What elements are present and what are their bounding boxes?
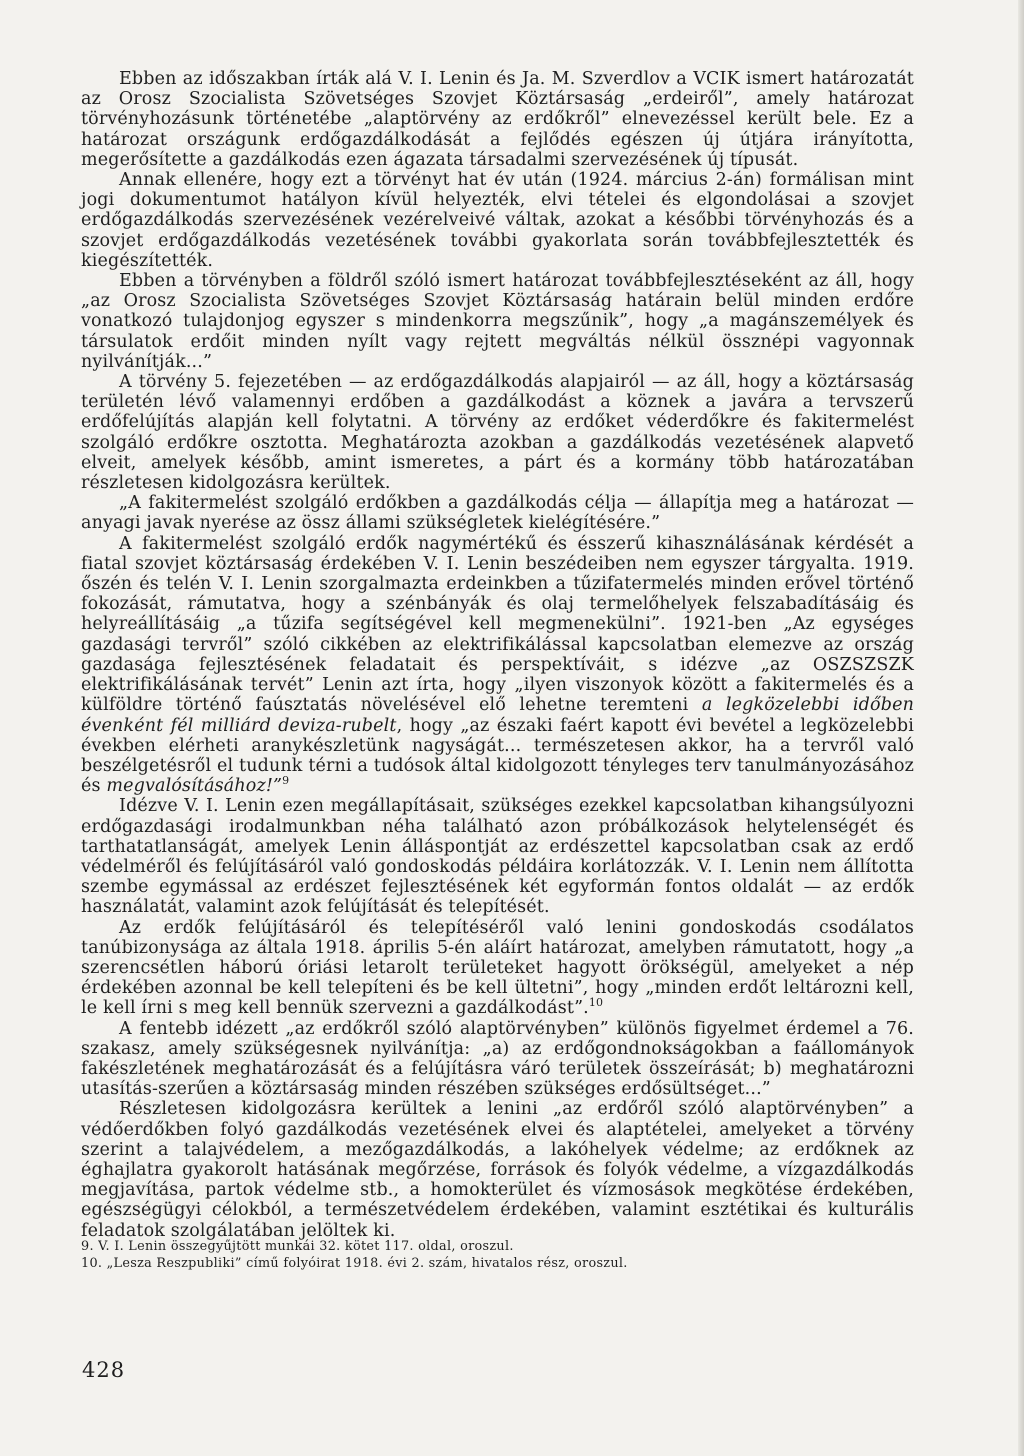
paragraph-9: A fentebb idézett „az erdőkről szóló alaptörvényben” különös figyelmet érdemel a 76. szakasz, amely szükségesnek nyilvánítja: „a) az erdőgondnokságokban a faállományok fakészletének meghatározását és a felújításra váró területek összeírását; b) meghatározni utasítás-szerűen a köztársaság minden részében szükséges erdősültséget...”	[81, 1018, 914, 1100]
paragraph-6-text: A fakitermelést szolgáló erdők nagymértékű és ésszerű kihasználásának kérdését a fiatal szovjet köztársaság érdekében V. I. Lenin beszédeiben nem egyszer tárgyalta. 1919. őszén és telén V. I. Lenin szorgalmazta erdeinkben a tűzifatermelés minden erővel történő fokozását, rámutatva, hogy a szénbányák és olaj termelőhelyek felszabadításáig és helyreállításáig „a tűzifa segítségével kell megmenekülni”. 1921-ben „Az egységes gazdasági tervről” szóló cikkében az elektrifikálással kapcsolatban elemezve az ország gazdasága fejlesztésének feladatait és perspektíváit, s idézve „az OSZSZSZK elektrifikálásának tervét” Lenin azt írta, hogy „ilyen viszonyok között a fakitermelés és a külföldre történő faúsztatás növelésével elő lehetne teremteni	[81, 533, 914, 716]
paragraph-1: Ebben az időszakban írták alá V. I. Lenin és Ja. M. Szverdlov a VCIK ismert határozatát az Orosz Szocialista Szövetséges Szovjet Köztársaság „erdeiről”, amely határozat törvényhozásunk történetébe „alaptörvény az erdőkről” elnevezéssel került bele. Ez a határozat országunk erdőgazdálkodását a fejlődés egészen új útjára irányította, megerősítette a gazdálkodás ezen ágazata társadalmi szervezésének új típusát.	[81, 69, 914, 170]
footnote-ref-10: 10	[588, 996, 604, 1010]
footnote-ref-9: 9	[282, 774, 290, 788]
paragraph-5: „A fakitermelést szolgáló erdőkben a gazdálkodás célja — állapítja meg a határozat — anyagi javak nyerése az össz állami szükségletek kielégítésére.”	[81, 493, 914, 534]
footnote-9: 9. V. I. Lenin összegyűjtött munkái 32. kötet 117. oldal, oroszul.	[81, 1239, 514, 1254]
page-number: 428	[82, 1358, 126, 1382]
main-text	[81, 69, 914, 1241]
paragraph-2: Annak ellenére, hogy ezt a törvényt hat év után (1924. március 2-án) formálisan mint jogi dokumentumot hatályon kívül helyezték, elvi tételei és elgondolásai a szovjet erdőgazdálkodás szervezésének vezérelveivé váltak, azokat a későbbi törvényhozás és a szovjet erdőgazdálkodás vezetésének további gyakorlata során továbbfejlesztették és kiegészítették.	[81, 170, 914, 271]
paragraph-8	[81, 918, 914, 1019]
paragraph-6-rest: , hogy „az északi faért kapott évi bevétel a legközelebbi években elérheti aranykészletünk nagyságát... természetesen akkor, ha a tervről való beszélgetésről el tudunk térni a tudósok által kidolgozott tényleges terv tanulmányozásához és	[81, 715, 914, 797]
paragraph-3: Ebben a törvényben a földről szóló ismert határozat továbbfejlesztéseként az áll, hogy „az Orosz Szocialista Szövetséges Szovjet Köztársaság határain belül minden erdőre vonatkozó tulajdonjog egyszer s mindenkorra megszűnik”, hogy „a magánszemélyek és társulatok erdőit minden nyílt vagy rejtett megváltás nélkül össznépi vagyonnak nyilvánítják...”	[81, 271, 914, 372]
page-edge-shadow	[1018, 0, 1024, 1456]
footnotes	[81, 1239, 914, 1272]
paragraph-6	[81, 534, 914, 797]
paragraph-4: A törvény 5. fejezetében — az erdőgazdálkodás alapjairól — az áll, hogy a köztársaság területén lévő valamennyi erdőben a gazdálkodást a köznek a javára a tervszerű erdőfelújítás alapján kell folytatni. A törvény az erdőket véderdőkre és fakitermelést szolgáló erdőkre osztotta. Meghatározta azokban a gazdálkodás vezetésének alapvető elveit, amelyek később, amint ismeretes, a párt és a kormány több határozatában részletesen kidolgozásra kerültek.	[81, 372, 914, 494]
paragraph-6-italic-end: megvalósításához!”	[106, 776, 283, 797]
paragraph-7: Idézve V. I. Lenin ezen megállapításait, szükséges ezekkel kapcsolatban kihangsúlyozni erdőgazdasági irodalmunkban néha található azon próbálkozások helytelenségét és tarthatatlanságát, amelyek Lenin álláspontját az erdészettel kapcsolatban csak az erdő védelméről és felújításáról való gondoskodás példáira korlátozzák. V. I. Lenin nem állította szembe egymással az erdészet fejlesztésének két egyformán fontos oldalát — az erdők használatát, valamint azok felújítását és telepítését.	[81, 796, 914, 918]
footnote-10: 10. „Lesza Reszpubliki” című folyóirat 1918. évi 2. szám, hivatalos rész, oroszul.	[81, 1255, 628, 1271]
paragraph-8-text: Az erdők felújításáról és telepítéséről való lenini gondoskodás csodálatos tanúbizonysága az általa 1918. április 5-én aláírt határozat, amelyben rámutatott, hogy „a szerencsétlen háború óriási letarolt területeket hagyott örökségül, amelyeket a nép érdekében azonnal be kell telepíteni és be kell ültetni”, hogy „minden erdőt leltározni kell, le kell írni s meg kell bennük szervezni a gazdálkodást”.	[81, 917, 914, 1019]
paragraph-6-italic: a legközelebbi időben évenként fél milliárd deviza-rubelt	[81, 695, 914, 736]
paragraph-10: Részletesen kidolgozásra kerültek a lenini „az erdőről szóló alaptörvényben” a védőerdőkben folyó gazdálkodás vezetésének elvei és alaptételei, amelyeket a törvény szerint a talajvédelem, a mezőgazdálkodás, a lakóhelyek védelme; az erdőknek az éghajlatra gyakorolt hatásának megőrzése, források és folyók védelme, a vízgazdálkodás megjavítása, partok védelme stb., a homokterület és vízmosások megkötése érdekében, egészségügyi célokból, a természetvédelem érdekében, valamint esztétikai és kulturális feladatok szolgálatában jelöltek ki.	[81, 1099, 914, 1241]
